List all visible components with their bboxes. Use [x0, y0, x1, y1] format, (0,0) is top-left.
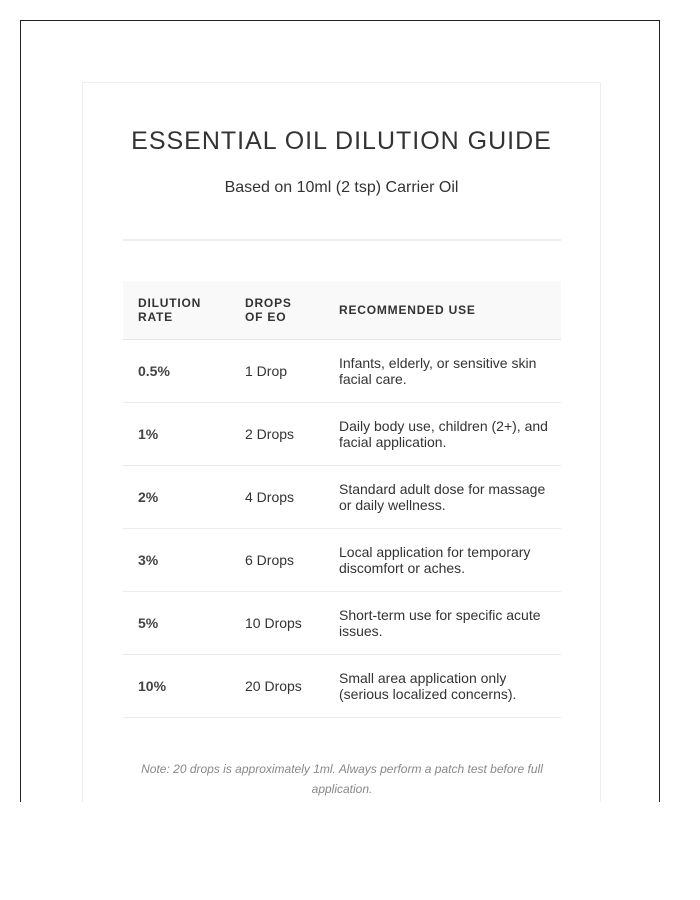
column-header-drops-line1: DROPS: [245, 296, 292, 310]
dilution-rate-cell: 10%: [123, 655, 230, 718]
drops-cell: 10 Drops: [230, 592, 324, 655]
dilution-rate-cell: 5%: [123, 592, 230, 655]
page-title: ESSENTIAL OIL DILUTION GUIDE: [131, 127, 552, 155]
header-divider: [123, 239, 561, 241]
column-header-drops-line2: OF EO: [245, 310, 287, 324]
drops-cell: 4 Drops: [230, 466, 324, 529]
recommended-use-cell: Daily body use, children (2+), and facial application.: [324, 403, 561, 466]
footnote: Note: 20 drops is approximately 1ml. Always perform a patch test before full application.: [141, 762, 543, 796]
table-header-row: [123, 281, 561, 340]
table-row: [123, 403, 561, 466]
page-frame: [20, 20, 660, 802]
table-row: [123, 655, 561, 718]
recommended-use-cell: Small area application only (serious localized concerns).: [324, 655, 561, 718]
column-header-drops-of-eo: [230, 281, 324, 340]
drops-cell: 6 Drops: [230, 529, 324, 592]
dilution-table: [123, 281, 561, 718]
column-header-dilution-rate-line1: DILUTION: [138, 296, 202, 310]
drops-cell: 20 Drops: [230, 655, 324, 718]
dilution-guide-card: [82, 82, 601, 802]
recommended-use-cell: Standard adult dose for massage or daily wellness.: [324, 466, 561, 529]
table-row: [123, 466, 561, 529]
column-header-dilution-rate: [123, 281, 230, 340]
table-row: [123, 529, 561, 592]
column-header-dilution-rate-line2: RATE: [138, 310, 173, 324]
table-row: [123, 592, 561, 655]
recommended-use-cell: Infants, elderly, or sensitive skin facial care.: [324, 340, 561, 403]
dilution-rate-cell: 3%: [123, 529, 230, 592]
dilution-rate-cell: 1%: [123, 403, 230, 466]
table-row: [123, 340, 561, 403]
drops-cell: 1 Drop: [230, 340, 324, 403]
recommended-use-cell: Short-term use for specific acute issues.: [324, 592, 561, 655]
dilution-rate-cell: 2%: [123, 466, 230, 529]
dilution-rate-cell: 0.5%: [123, 340, 230, 403]
column-header-recommended-use: RECOMMENDED USE: [324, 281, 561, 340]
drops-cell: 2 Drops: [230, 403, 324, 466]
page-subtitle: Based on 10ml (2 tsp) Carrier Oil: [224, 179, 459, 196]
recommended-use-cell: Local application for temporary discomfort or aches.: [324, 529, 561, 592]
